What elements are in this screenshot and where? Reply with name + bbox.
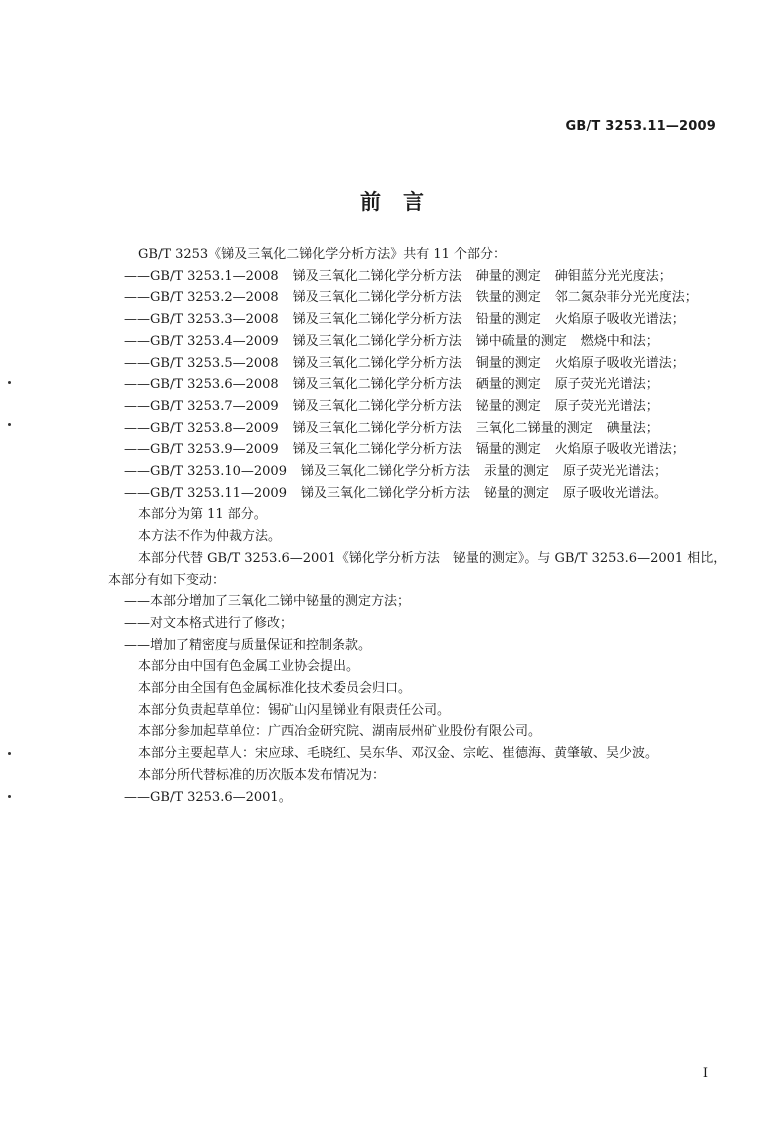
replace-paragraph-line2: 本部分有如下变动：: [108, 572, 226, 588]
part-standard-code: ——GB/T 3253.5—2008: [124, 355, 279, 371]
participating-unit-paragraph: 本部分参加起草单位：广西冶金研究院、湖南辰州矿业股份有限公司。: [138, 724, 542, 740]
part-element: 铋量的测定: [475, 398, 541, 414]
part-element: 铅量的测定: [475, 312, 541, 328]
part-method: 原子荧光光谱法；: [554, 398, 659, 414]
page-number: I: [702, 1066, 708, 1081]
part-series-title: 锑及三氧化二锑化学分析方法: [292, 355, 462, 371]
part-standard-code: ——GB/T 3253.9—2009: [124, 442, 279, 458]
history-paragraph: 本部分所代替标准的历次版本发布情况为：: [138, 767, 386, 783]
method-paragraph: 本方法不作为仲裁方法。: [138, 529, 282, 545]
part-series-title: 锑及三氧化二锑化学分析方法: [292, 442, 462, 458]
scan-mark: [8, 795, 11, 798]
scan-mark: [8, 752, 11, 755]
part-element: 汞量的测定: [483, 464, 549, 480]
part-list-item: [108, 396, 728, 418]
part-series-title: 锑及三氧化二锑化学分析方法: [292, 268, 462, 284]
page-title: 前言: [360, 190, 446, 214]
part-series-title: 锑及三氧化二锑化学分析方法: [300, 485, 470, 501]
part-method: 砷钼蓝分光光度法；: [554, 268, 672, 284]
scan-mark: [8, 423, 11, 426]
part-standard-code: ——GB/T 3253.6—2008: [124, 377, 279, 393]
intro-paragraph: GB/T 3253《锑及三氧化二锑化学分析方法》共有 11 个部分：: [138, 247, 507, 262]
part-standard-code: ——GB/T 3253.7—2009: [124, 398, 279, 414]
part-standard-code: ——GB/T 3253.4—2009: [124, 333, 279, 349]
part-method: 火焰原子吸收光谱法；: [554, 312, 685, 328]
centralized-paragraph: 本部分由全国有色金属标准化技术委员会归口。: [138, 681, 412, 697]
part-method: 碘量法；: [606, 420, 659, 436]
standard-number: GB/T 3253.11—2009: [565, 119, 716, 134]
parts-list: [108, 266, 728, 505]
part-standard-code: ——GB/T 3253.1—2008: [124, 268, 279, 284]
part-method: 火焰原子吸收光谱法；: [554, 442, 685, 458]
part-element: 铋量的测定: [483, 485, 549, 501]
history-item: ——GB/T 3253.6—2001。: [124, 789, 292, 805]
change-item: ——对文本格式进行了修改；: [124, 615, 294, 631]
part-list-item: [108, 287, 728, 309]
change-item: ——增加了精密度与质量保证和控制条款。: [124, 637, 372, 653]
proposed-paragraph: 本部分由中国有色金属工业协会提出。: [138, 659, 360, 675]
drafting-unit-paragraph: 本部分负责起草单位：锡矿山闪星锑业有限责任公司。: [138, 702, 451, 718]
scan-mark: [8, 381, 11, 384]
part-method: 原子吸收光谱法。: [563, 485, 668, 501]
replace-paragraph-line1: 本部分代替 GB/T 3253.6—2001《锑化学分析方法 铋量的测定》。与 GB/T 3253.6—2001 相比，: [138, 550, 727, 566]
part-element: 铁量的测定: [475, 290, 541, 306]
part-list-item: [108, 483, 728, 505]
part-series-title: 锑及三氧化二锑化学分析方法: [292, 312, 462, 328]
part-series-title: 锑及三氧化二锑化学分析方法: [292, 290, 462, 306]
part-list-item: [108, 374, 728, 396]
part-method: 原子荧光光谱法；: [554, 377, 659, 393]
part-list-item: [108, 418, 728, 440]
part-list-item: [108, 461, 728, 483]
part-method: 燃烧中和法；: [580, 333, 659, 349]
part-standard-code: ——GB/T 3253.2—2008: [124, 290, 279, 306]
part-series-title: 锑及三氧化二锑化学分析方法: [292, 333, 462, 349]
part-element: 锑中硫量的测定: [475, 333, 567, 349]
part-element: 铜量的测定: [475, 355, 541, 371]
part-standard-code: ——GB/T 3253.3—2008: [124, 312, 279, 328]
part-list-item: [108, 353, 728, 375]
part-list-item: [108, 331, 728, 353]
part-standard-code: ——GB/T 3253.10—2009: [124, 464, 287, 480]
part-element: 镉量的测定: [475, 442, 541, 458]
part-method: 原子荧光光谱法；: [563, 464, 668, 480]
part-standard-code: ——GB/T 3253.11—2009: [124, 485, 287, 501]
part-list-item: [108, 439, 728, 461]
part-series-title: 锑及三氧化二锑化学分析方法: [292, 420, 462, 436]
part-method: 邻二氮杂菲分光光度法；: [554, 290, 698, 306]
part-element: 三氧化二锑量的测定: [475, 420, 593, 436]
change-item: ——本部分增加了三氧化二锑中铋量的测定方法；: [124, 594, 411, 610]
part-element: 砷量的测定: [475, 268, 541, 284]
part-series-title: 锑及三氧化二锑化学分析方法: [292, 377, 462, 393]
foreword-body: [108, 244, 728, 808]
drafters-paragraph: 本部分主要起草人：宋应球、毛晓红、吴东华、邓汉金、宗屹、崔德海、黄肇敏、吴少波。: [138, 746, 659, 762]
part-series-title: 锑及三氧化二锑化学分析方法: [300, 464, 470, 480]
part-element: 硒量的测定: [475, 377, 541, 393]
part-method: 火焰原子吸收光谱法；: [554, 355, 685, 371]
part-list-item: [108, 266, 728, 288]
part-standard-code: ——GB/T 3253.8—2009: [124, 420, 279, 436]
part-number-paragraph: 本部分为第 11 部分。: [138, 507, 267, 523]
part-list-item: [108, 309, 728, 331]
part-series-title: 锑及三氧化二锑化学分析方法: [292, 398, 462, 414]
